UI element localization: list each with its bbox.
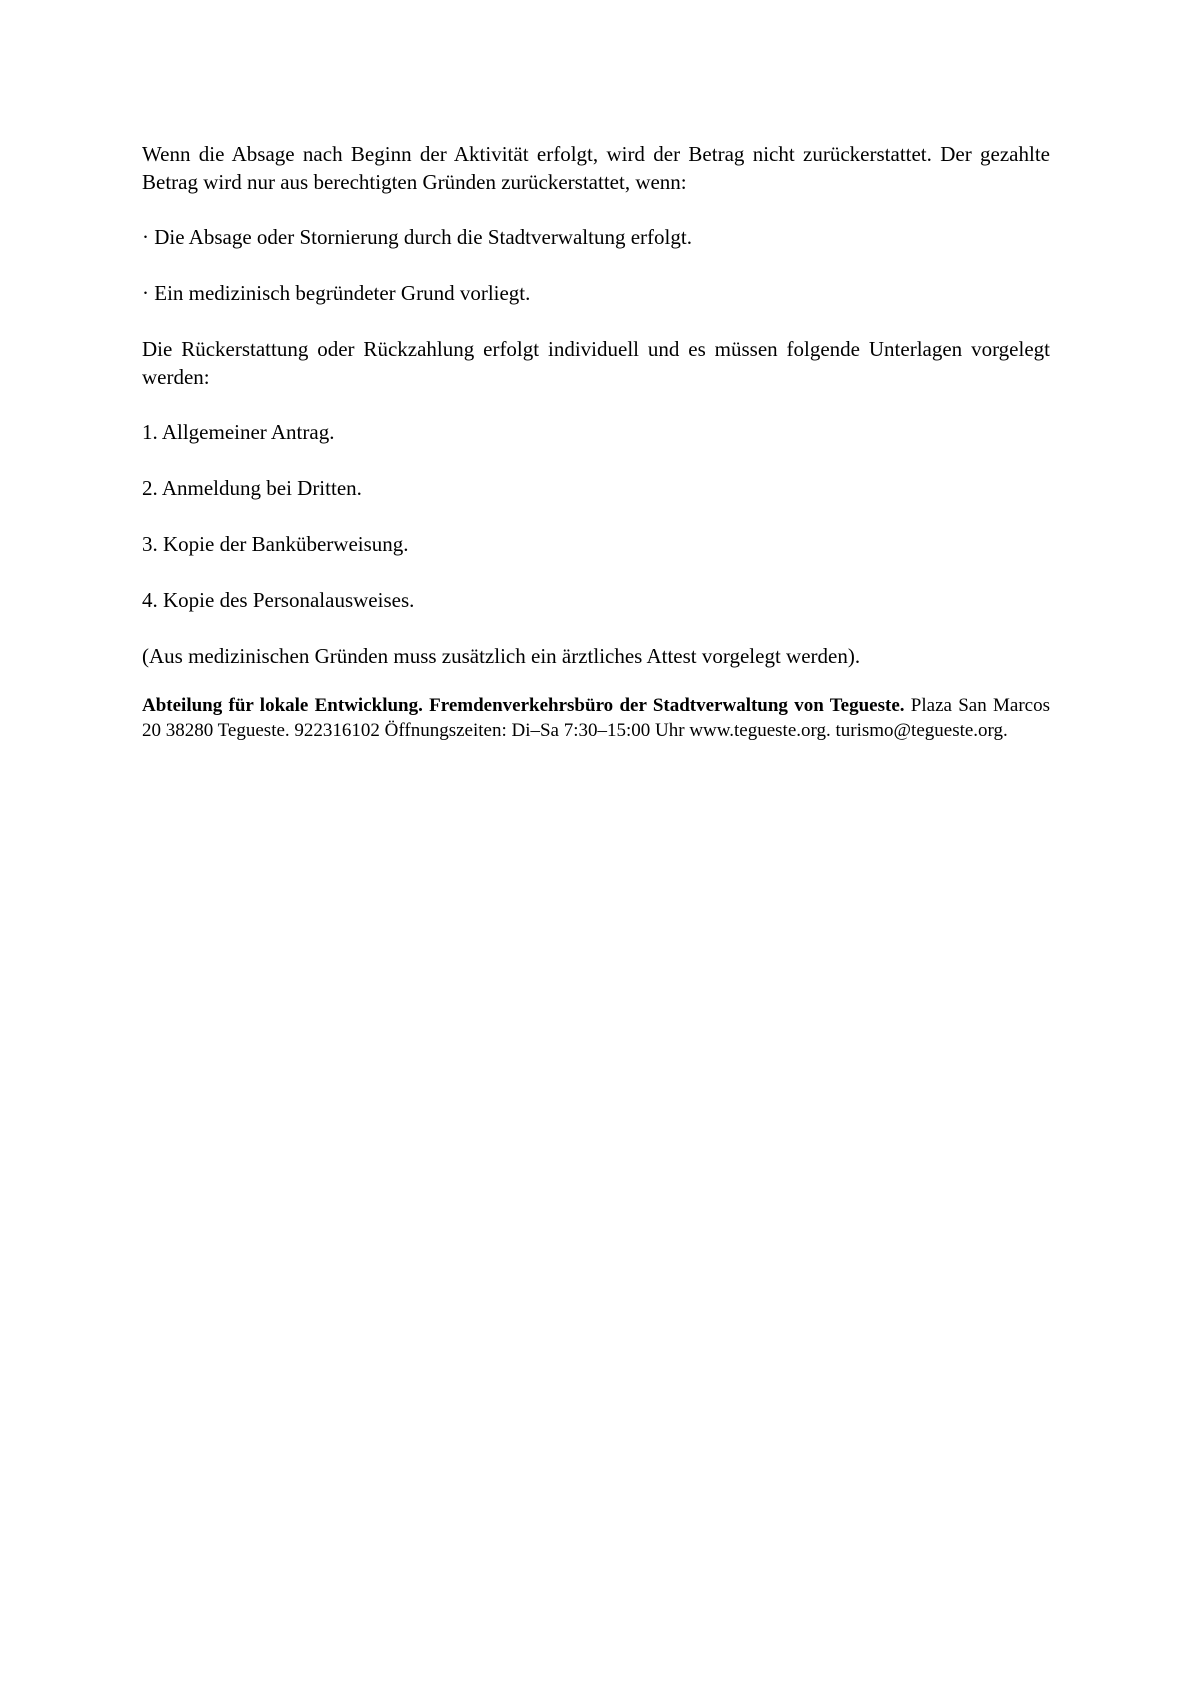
requirement-third-party-registration: 2. Anmeldung bei Dritten. [142,476,362,500]
condition-medical-reason: · Ein medizinisch begründeter Grund vorliegt. [142,281,531,305]
requirement-bank-transfer-copy: 3. Kopie der Banküberweisung. [142,532,409,556]
refund-policy-intro: Wenn die Absage nach Beginn der Aktivität erfolgt, wird der Betrag nicht zurückerstattet. Der gezahlte Betrag wird nur aus berechtigten Gründen zurückerstattet, wenn: [142,142,1050,194]
contact-details: Plaza San Marcos 20 38280 Tegueste. 922316102 Öffnungszeiten: Di–Sa 7:30–15:00 Uhr www.tegueste.org. turismo@tegueste.org. [142,695,1050,741]
condition-cancellation-by-administration: · Die Absage oder Stornierung durch die Stadtverwaltung erfolgt. [142,225,692,249]
required-documents-intro: Die Rückerstattung oder Rückzahlung erfolgt individuell und es müssen folgende Unterlagen vorgelegt werden: [142,337,1050,389]
document-page [142,140,1050,743]
contact-footer [142,693,1050,743]
medical-certificate-note: (Aus medizinischen Gründen muss zusätzlich ein ärztliches Attest vorgelegt werden). [142,644,861,668]
department-name: Abteilung für lokale Entwicklung. Fremdenverkehrsbüro der Stadtverwaltung von Tegueste. [142,695,905,716]
requirement-general-application: 1. Allgemeiner Antrag. [142,420,335,444]
requirement-id-copy: 4. Kopie des Personalausweises. [142,588,415,612]
